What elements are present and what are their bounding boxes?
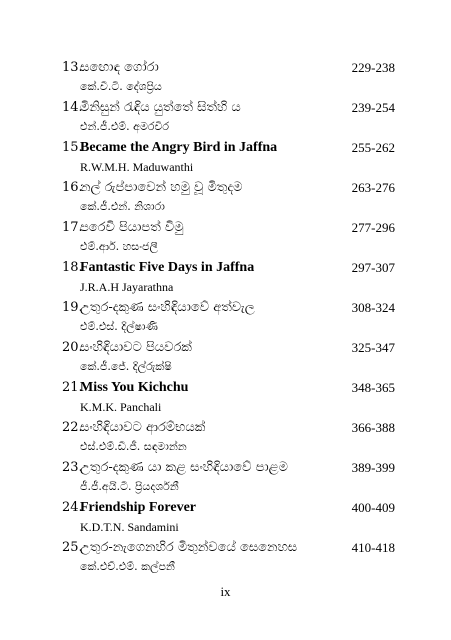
toc-entry (0, 380, 451, 420)
entry-pages: 308-324 (351, 300, 395, 315)
entry-pages: 410-418 (351, 540, 395, 555)
toc-entry (0, 540, 451, 580)
toc-entry (0, 140, 451, 180)
entry-pages: 255-262 (351, 140, 395, 155)
entry-author: එම්.ආර්. හසංජලී (80, 240, 158, 253)
toc-entry (0, 180, 451, 220)
toc-entry (0, 60, 451, 100)
entry-author: එන්.ජී.එම්. අමරවීර (80, 120, 170, 133)
entry-pages: 263-276 (351, 180, 395, 195)
entry-author: කේ.එච්.එම්. කල්පනී (80, 560, 175, 573)
entry-number: 17. (62, 220, 83, 235)
entry-number: 24. (62, 500, 83, 515)
entry-author: K.M.K. Panchali (80, 400, 162, 414)
entry-number: 20. (62, 340, 83, 355)
entry-pages: 389-399 (351, 460, 395, 475)
entry-pages: 239-254 (351, 100, 395, 115)
toc-entry (0, 500, 451, 540)
entry-title: උතුර-නැගෙනහිර මිතුන්වයේ සෙනෙහස (80, 540, 298, 555)
entry-number: 18. (62, 260, 83, 275)
entry-number: 14. (62, 100, 83, 115)
entry-title: පරෙවි පියාපත් විමු (80, 220, 184, 235)
entry-title: සංහිඳියාවට ආරම්භයක් (80, 420, 206, 435)
entry-author: R.W.M.H. Maduwanthi (80, 160, 194, 174)
entry-title: නල් රුප්පාවෙන් හමු වූ මිතුදම (80, 180, 243, 195)
entry-pages: 297-307 (351, 260, 395, 275)
entry-author: කේ.ජී.ජේ. දිල්රුක්ෂි (80, 360, 172, 373)
page-number: ix (220, 584, 231, 599)
entry-title: උතුර-දකුණ යා කළ සංහිඳියාවේ පාළම (80, 460, 288, 475)
entry-title: Fantastic Five Days in Jaffna (80, 260, 255, 275)
entry-number: 22. (62, 420, 83, 435)
entry-title: උතුර-දකුණ සංහිඳියාවේ අත්වැල (80, 300, 255, 315)
entry-pages: 348-365 (351, 380, 395, 395)
entry-author: එස්.එම්.ඩී.ජී. සඳමාන්න (80, 440, 187, 453)
toc-entry (0, 420, 451, 460)
entry-pages: 229-238 (351, 60, 395, 75)
entry-author: කේ.ජී.එන්. නිශාරා (80, 200, 165, 213)
entry-pages: 277-296 (351, 220, 395, 235)
entry-pages: 400-409 (351, 500, 395, 515)
entry-title: මිනිසුන් රැඳිය යුත්තේ සිත්හි ය (80, 100, 241, 115)
entry-pages: 325-347 (351, 340, 395, 355)
entry-title: සංහිඳියාවට පියවරක් (80, 340, 192, 355)
entry-number: 15. (62, 140, 83, 155)
entry-author: J.R.A.H Jayarathna (80, 280, 174, 294)
entry-title: Friendship Forever (80, 500, 197, 515)
entry-author: ජී.ජී.අයි.ටී. ප්‍රියදර්ශනී (80, 480, 179, 493)
entry-title: සඟොඳ ගෝරා (80, 60, 159, 75)
entry-pages: 366-388 (351, 420, 395, 435)
entry-author: K.D.T.N. Sandamini (80, 520, 179, 534)
toc-entry (0, 220, 451, 260)
entry-number: 23. (62, 460, 83, 475)
entry-title: Became the Angry Bird in Jaffna (80, 140, 278, 155)
entry-title: Miss You Kichchu (80, 380, 189, 395)
entry-author: එම්.එස්. දිල්ෂාණි (80, 320, 158, 333)
entry-author: කේ.වී.ටී. දේශප්‍රිය (80, 80, 162, 93)
toc-entry (0, 460, 451, 500)
toc-entry (0, 300, 451, 340)
toc-entry (0, 260, 451, 300)
entry-number: 16. (62, 180, 83, 195)
entry-number: 13. (62, 60, 83, 75)
entry-number: 25. (62, 540, 83, 555)
entry-number: 21. (62, 380, 83, 395)
entry-number: 19. (62, 300, 83, 315)
toc-entry (0, 100, 451, 140)
toc-entry (0, 340, 451, 380)
